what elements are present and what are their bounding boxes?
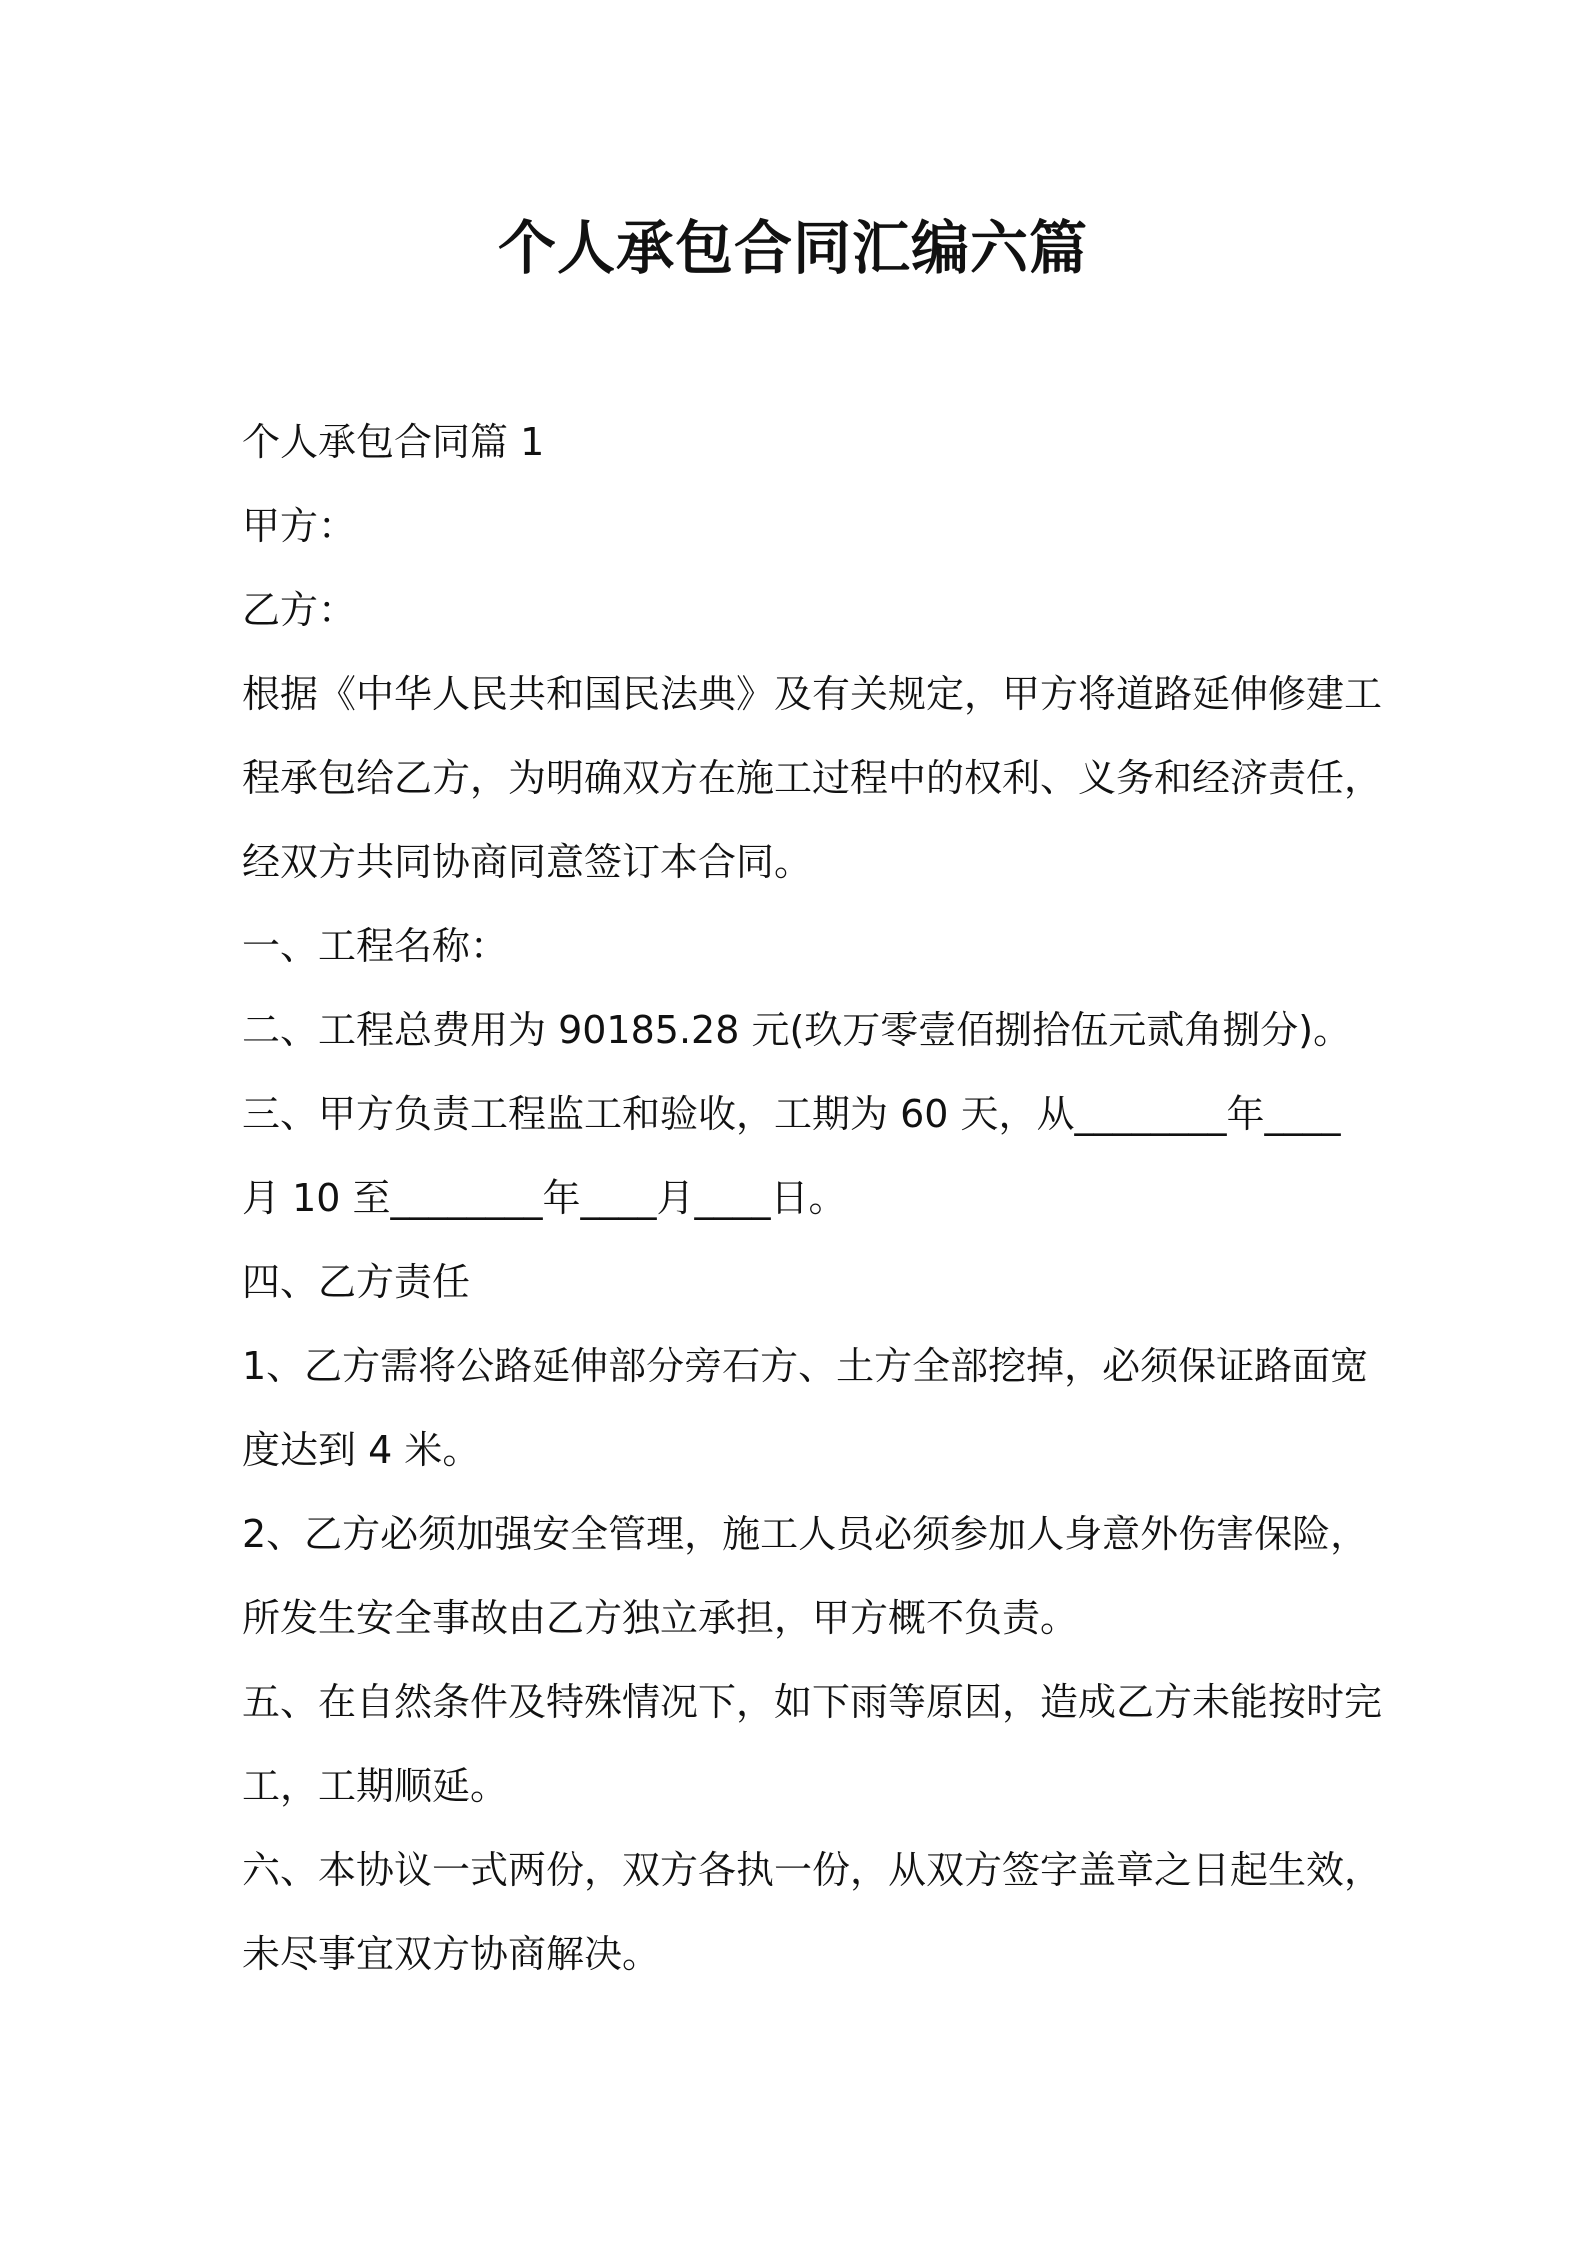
clause-6-line-1: 六、本协议一式两份，双方各执一份，从双方签字盖章之日起生效，: [242, 1848, 1383, 1892]
clause-4-item-1-line-2: 度达到 4 米。: [242, 1428, 481, 1472]
clause-5-line-2: 工，工期顺延。: [242, 1764, 509, 1808]
clause-4-item-2-line-1: 2、乙方必须加强安全管理，施工人员必须参加人身意外伤害保险，: [242, 1512, 1369, 1556]
preamble-line-2: 程承包给乙方，为明确双方在施工过程中的权利、义务和经济责任，: [242, 756, 1383, 800]
clause-3-line-2: 月 10 至________年____月____日。: [242, 1176, 847, 1220]
clause-4-item-1-line-1: 1、乙方需将公路延伸部分旁石方、土方全部挖掉，必须保证路面宽: [242, 1344, 1369, 1388]
clause-2-total-cost: 二、工程总费用为 90185.28 元(玖万零壹佰捌拾伍元贰角捌分)。: [242, 1008, 1352, 1052]
clause-5-line-1: 五、在自然条件及特殊情况下，如下雨等原因，造成乙方未能按时完: [242, 1680, 1383, 1724]
document-title: 个人承包合同汇编六篇: [497, 214, 1088, 282]
clause-1-project-name: 一、工程名称：: [242, 924, 509, 968]
party-b-line: 乙方：: [242, 588, 357, 632]
preamble-line-1: 根据《中华人民共和国民法典》及有关规定，甲方将道路延伸修建工: [242, 672, 1383, 716]
preamble-line-3: 经双方共同协商同意签订本合同。: [242, 840, 813, 884]
clause-4-heading: 四、乙方责任: [242, 1260, 471, 1304]
clause-4-item-2-line-2: 所发生安全事故由乙方独立承担，甲方概不负责。: [242, 1596, 1079, 1640]
contract-heading: 个人承包合同篇 1: [242, 420, 545, 464]
document-body: [242, 400, 1383, 1996]
party-a-line: 甲方：: [242, 504, 357, 548]
clause-3-line-1: 三、甲方负责工程监工和验收，工期为 60 天，从________年____: [242, 1092, 1341, 1136]
clause-6-line-2: 未尽事宜双方协商解决。: [242, 1932, 661, 1976]
